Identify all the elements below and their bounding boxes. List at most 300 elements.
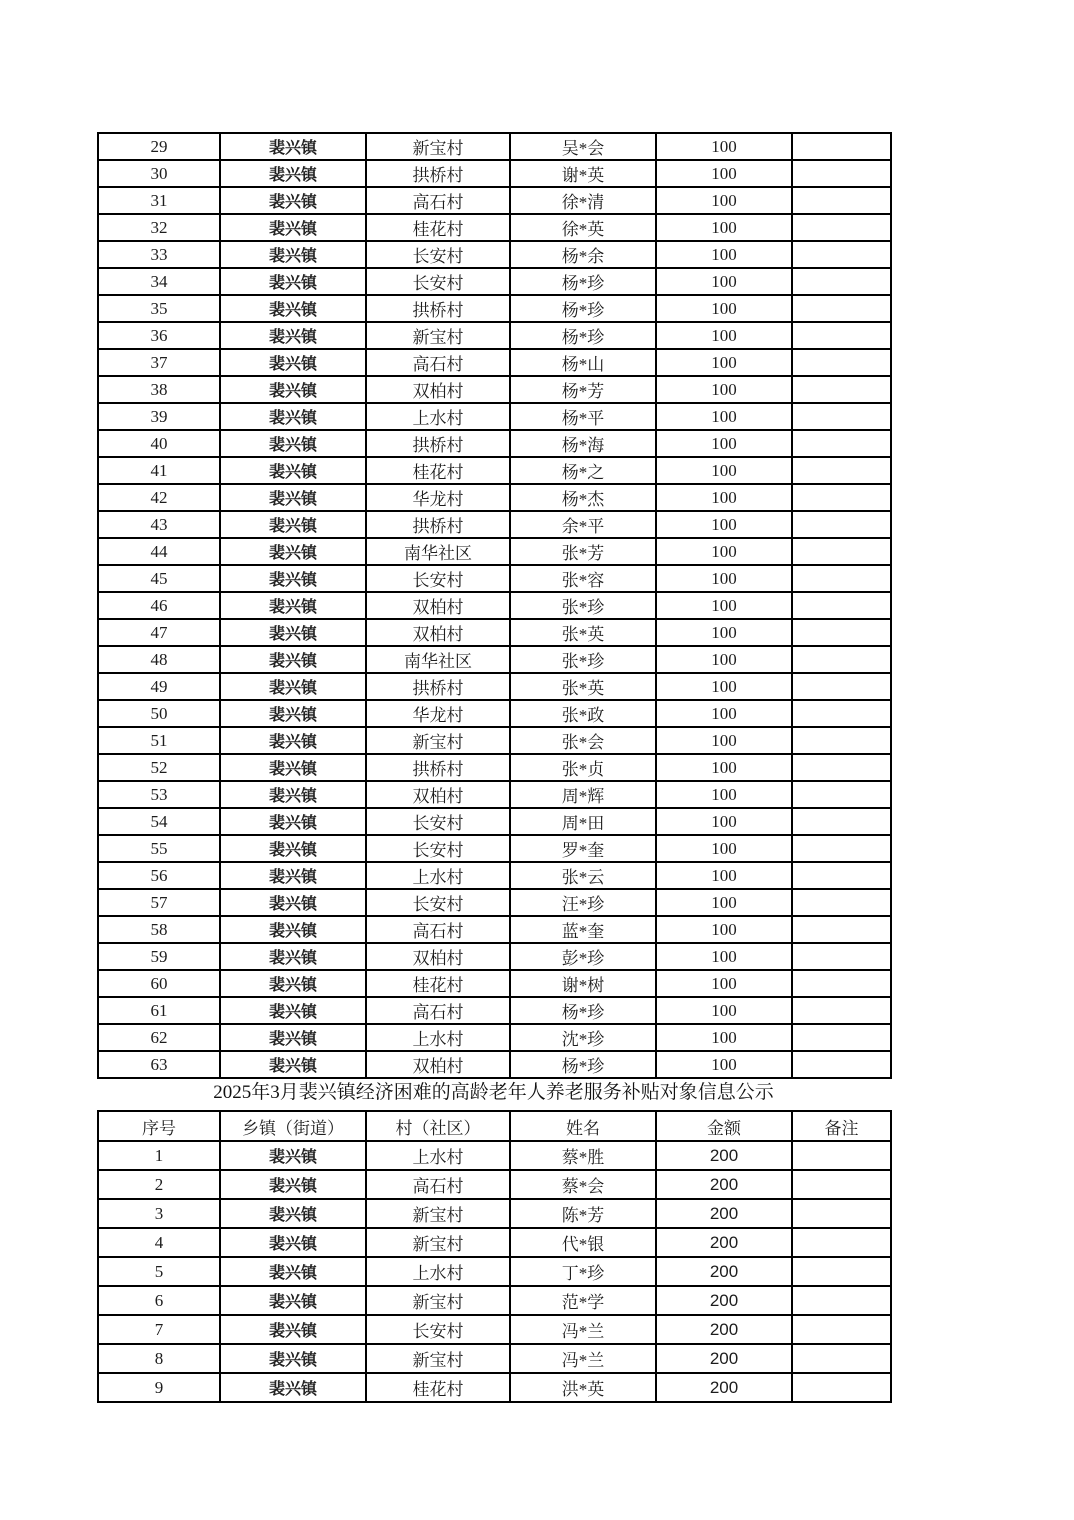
serial-number-cell: 49 — [98, 673, 220, 700]
name-cell: 杨*平 — [510, 403, 656, 430]
table-row — [98, 1170, 891, 1199]
serial-number-cell: 9 — [98, 1373, 220, 1402]
village-cell: 上水村 — [366, 1024, 510, 1051]
township-cell: 裴兴镇 — [220, 943, 366, 970]
serial-number-cell: 53 — [98, 781, 220, 808]
name-cell: 杨*珍 — [510, 997, 656, 1024]
amount-cell: 200 — [656, 1344, 792, 1373]
name-cell: 蓝*奎 — [510, 916, 656, 943]
remark-cell — [792, 781, 891, 808]
village-cell: 桂花村 — [366, 457, 510, 484]
remark-cell — [792, 1170, 891, 1199]
remark-cell — [792, 214, 891, 241]
table-row — [98, 1024, 891, 1051]
serial-number-cell: 50 — [98, 700, 220, 727]
amount-cell: 100 — [656, 511, 792, 538]
table-row — [98, 349, 891, 376]
village-cell: 双柏村 — [366, 619, 510, 646]
serial-number-cell: 58 — [98, 916, 220, 943]
name-cell: 蔡*胜 — [510, 1141, 656, 1170]
name-cell: 洪*英 — [510, 1373, 656, 1402]
remark-cell — [792, 1315, 891, 1344]
remark-cell — [792, 619, 891, 646]
remark-cell — [792, 511, 891, 538]
village-header: 村（社区） — [366, 1111, 510, 1141]
amount-cell: 100 — [656, 160, 792, 187]
township-cell: 裴兴镇 — [220, 160, 366, 187]
amount-cell: 100 — [656, 403, 792, 430]
township-cell: 裴兴镇 — [220, 1344, 366, 1373]
table-row — [98, 160, 891, 187]
village-cell: 桂花村 — [366, 1373, 510, 1402]
name-cell: 徐*英 — [510, 214, 656, 241]
subsidy-table-continued — [97, 132, 892, 1079]
village-cell: 拱桥村 — [366, 160, 510, 187]
township-cell: 裴兴镇 — [220, 619, 366, 646]
remark-header: 备注 — [792, 1111, 891, 1141]
amount-cell: 100 — [656, 835, 792, 862]
serial-number-cell: 46 — [98, 592, 220, 619]
township-cell: 裴兴镇 — [220, 1315, 366, 1344]
amount-cell: 100 — [656, 133, 792, 160]
township-cell: 裴兴镇 — [220, 241, 366, 268]
amount-cell: 100 — [656, 349, 792, 376]
township-cell: 裴兴镇 — [220, 646, 366, 673]
township-cell: 裴兴镇 — [220, 403, 366, 430]
village-cell: 上水村 — [366, 1141, 510, 1170]
remark-cell — [792, 484, 891, 511]
serial-number-cell: 44 — [98, 538, 220, 565]
amount-cell: 100 — [656, 700, 792, 727]
township-cell: 裴兴镇 — [220, 484, 366, 511]
name-cell: 杨*杰 — [510, 484, 656, 511]
table-row — [98, 835, 891, 862]
village-cell: 高石村 — [366, 997, 510, 1024]
name-cell: 张*珍 — [510, 646, 656, 673]
township-cell: 裴兴镇 — [220, 430, 366, 457]
name-cell: 丁*珍 — [510, 1257, 656, 1286]
township-cell: 裴兴镇 — [220, 214, 366, 241]
page-title: 2025年3月裴兴镇经济困难的高龄老年人养老服务补贴对象信息公示 — [213, 1082, 774, 1103]
table-row — [98, 214, 891, 241]
remark-cell — [792, 754, 891, 781]
village-cell: 长安村 — [366, 241, 510, 268]
table-row — [98, 268, 891, 295]
table-row — [98, 1373, 891, 1402]
remark-cell — [792, 673, 891, 700]
serial-number-cell: 4 — [98, 1228, 220, 1257]
serial-number-cell: 39 — [98, 403, 220, 430]
village-cell: 长安村 — [366, 835, 510, 862]
remark-cell — [792, 889, 891, 916]
name-cell: 张*芳 — [510, 538, 656, 565]
serial-number-cell: 7 — [98, 1315, 220, 1344]
serial-number-cell: 40 — [98, 430, 220, 457]
amount-cell: 200 — [656, 1228, 792, 1257]
remark-cell — [792, 700, 891, 727]
subsidy-table-march-body — [98, 1141, 891, 1402]
village-cell: 拱桥村 — [366, 295, 510, 322]
village-cell: 新宝村 — [366, 727, 510, 754]
serial-number-cell: 47 — [98, 619, 220, 646]
amount-cell: 100 — [656, 214, 792, 241]
township-cell: 裴兴镇 — [220, 673, 366, 700]
table-row — [98, 457, 891, 484]
table-row — [98, 727, 891, 754]
name-cell: 杨*珍 — [510, 295, 656, 322]
village-cell: 双柏村 — [366, 592, 510, 619]
table-row — [98, 970, 891, 997]
table-row — [98, 619, 891, 646]
table-row — [98, 1257, 891, 1286]
township-cell: 裴兴镇 — [220, 1286, 366, 1315]
name-cell: 张*英 — [510, 619, 656, 646]
township-cell: 裴兴镇 — [220, 349, 366, 376]
village-cell: 新宝村 — [366, 1228, 510, 1257]
township-cell: 裴兴镇 — [220, 727, 366, 754]
village-cell: 新宝村 — [366, 133, 510, 160]
table-row — [98, 187, 891, 214]
serial-number-cell: 5 — [98, 1257, 220, 1286]
township-cell: 裴兴镇 — [220, 1141, 366, 1170]
amount-cell: 100 — [656, 565, 792, 592]
name-cell: 吴*会 — [510, 133, 656, 160]
village-cell: 南华社区 — [366, 646, 510, 673]
township-cell: 裴兴镇 — [220, 970, 366, 997]
serial-number-cell: 38 — [98, 376, 220, 403]
township-cell: 裴兴镇 — [220, 1228, 366, 1257]
serial-number-cell: 42 — [98, 484, 220, 511]
village-cell: 上水村 — [366, 1257, 510, 1286]
amount-cell: 100 — [656, 484, 792, 511]
remark-cell — [792, 241, 891, 268]
table-row — [98, 322, 891, 349]
village-cell: 桂花村 — [366, 214, 510, 241]
remark-cell — [792, 538, 891, 565]
village-cell: 长安村 — [366, 565, 510, 592]
name-cell: 代*银 — [510, 1228, 656, 1257]
name-cell: 蔡*会 — [510, 1170, 656, 1199]
village-cell: 新宝村 — [366, 1286, 510, 1315]
amount-cell: 200 — [656, 1257, 792, 1286]
township-cell: 裴兴镇 — [220, 700, 366, 727]
amount-cell: 100 — [656, 808, 792, 835]
table-row — [98, 484, 891, 511]
remark-cell — [792, 1199, 891, 1228]
village-cell: 拱桥村 — [366, 754, 510, 781]
table-row — [98, 538, 891, 565]
village-cell: 华龙村 — [366, 700, 510, 727]
remark-cell — [792, 592, 891, 619]
serial-number-cell: 63 — [98, 1051, 220, 1078]
village-cell: 华龙村 — [366, 484, 510, 511]
name-cell: 杨*余 — [510, 241, 656, 268]
serial-number-cell: 51 — [98, 727, 220, 754]
township-cell: 裴兴镇 — [220, 1257, 366, 1286]
remark-cell — [792, 835, 891, 862]
remark-cell — [792, 970, 891, 997]
township-cell: 裴兴镇 — [220, 1024, 366, 1051]
remark-cell — [792, 187, 891, 214]
village-cell: 双柏村 — [366, 781, 510, 808]
village-cell: 新宝村 — [366, 1199, 510, 1228]
remark-cell — [792, 943, 891, 970]
remark-cell — [792, 916, 891, 943]
amount-cell: 100 — [656, 970, 792, 997]
name-cell: 杨*海 — [510, 430, 656, 457]
remark-cell — [792, 727, 891, 754]
name-cell: 彭*珍 — [510, 943, 656, 970]
township-cell: 裴兴镇 — [220, 133, 366, 160]
amount-cell: 100 — [656, 727, 792, 754]
table-row — [98, 1315, 891, 1344]
name-cell: 谢*树 — [510, 970, 656, 997]
table-row — [98, 781, 891, 808]
township-cell: 裴兴镇 — [220, 916, 366, 943]
serial-number-cell: 29 — [98, 133, 220, 160]
remark-cell — [792, 1228, 891, 1257]
name-cell: 杨*之 — [510, 457, 656, 484]
serial-number-cell: 54 — [98, 808, 220, 835]
amount-cell: 100 — [656, 457, 792, 484]
name-cell: 陈*芳 — [510, 1199, 656, 1228]
remark-cell — [792, 862, 891, 889]
table-row — [98, 673, 891, 700]
remark-cell — [792, 1024, 891, 1051]
remark-cell — [792, 1344, 891, 1373]
township-cell: 裴兴镇 — [220, 295, 366, 322]
table-row — [98, 808, 891, 835]
name-cell: 张*云 — [510, 862, 656, 889]
name-cell: 张*英 — [510, 673, 656, 700]
name-cell: 范*学 — [510, 1286, 656, 1315]
remark-cell — [792, 1051, 891, 1078]
table-row — [98, 295, 891, 322]
village-cell: 双柏村 — [366, 943, 510, 970]
village-cell: 桂花村 — [366, 970, 510, 997]
name-cell: 余*平 — [510, 511, 656, 538]
amount-cell: 100 — [656, 187, 792, 214]
amount-cell: 100 — [656, 268, 792, 295]
name-cell: 沈*珍 — [510, 1024, 656, 1051]
serial-number-cell: 31 — [98, 187, 220, 214]
serial-number-cell: 30 — [98, 160, 220, 187]
village-cell: 双柏村 — [366, 1051, 510, 1078]
amount-cell: 200 — [656, 1373, 792, 1402]
table-row — [98, 1344, 891, 1373]
serial-number-cell: 52 — [98, 754, 220, 781]
remark-cell — [792, 1286, 891, 1315]
serial-number-header: 序号 — [98, 1111, 220, 1141]
amount-cell: 100 — [656, 592, 792, 619]
amount-cell: 100 — [656, 943, 792, 970]
township-cell: 裴兴镇 — [220, 1170, 366, 1199]
remark-cell — [792, 349, 891, 376]
amount-cell: 100 — [656, 376, 792, 403]
township-cell: 裴兴镇 — [220, 592, 366, 619]
name-cell: 冯*兰 — [510, 1344, 656, 1373]
township-cell: 裴兴镇 — [220, 322, 366, 349]
township-cell: 裴兴镇 — [220, 268, 366, 295]
remark-cell — [792, 133, 891, 160]
table-row — [98, 403, 891, 430]
name-cell: 周*田 — [510, 808, 656, 835]
village-cell: 拱桥村 — [366, 430, 510, 457]
name-cell: 谢*英 — [510, 160, 656, 187]
amount-cell: 100 — [656, 1024, 792, 1051]
table-row — [98, 1199, 891, 1228]
township-cell: 裴兴镇 — [220, 187, 366, 214]
serial-number-cell: 43 — [98, 511, 220, 538]
remark-cell — [792, 997, 891, 1024]
name-cell: 张*贞 — [510, 754, 656, 781]
remark-cell — [792, 295, 891, 322]
village-cell: 高石村 — [366, 349, 510, 376]
amount-cell: 100 — [656, 619, 792, 646]
amount-cell: 200 — [656, 1199, 792, 1228]
amount-cell: 100 — [656, 673, 792, 700]
table-row — [98, 376, 891, 403]
table-row — [98, 1228, 891, 1257]
amount-cell: 200 — [656, 1315, 792, 1344]
village-cell: 长安村 — [366, 1315, 510, 1344]
serial-number-cell: 56 — [98, 862, 220, 889]
amount-cell: 100 — [656, 916, 792, 943]
table-row — [98, 1286, 891, 1315]
township-cell: 裴兴镇 — [220, 1373, 366, 1402]
township-cell: 裴兴镇 — [220, 781, 366, 808]
table-row — [98, 592, 891, 619]
remark-cell — [792, 646, 891, 673]
table-row — [98, 943, 891, 970]
serial-number-cell: 8 — [98, 1344, 220, 1373]
township-header: 乡镇（街道） — [220, 1111, 366, 1141]
township-cell: 裴兴镇 — [220, 808, 366, 835]
village-cell: 长安村 — [366, 889, 510, 916]
amount-cell: 100 — [656, 430, 792, 457]
township-cell: 裴兴镇 — [220, 862, 366, 889]
remark-cell — [792, 1257, 891, 1286]
amount-cell: 200 — [656, 1286, 792, 1315]
amount-cell: 100 — [656, 538, 792, 565]
serial-number-cell: 37 — [98, 349, 220, 376]
amount-cell: 100 — [656, 646, 792, 673]
table-row — [98, 916, 891, 943]
remark-cell — [792, 376, 891, 403]
remark-cell — [792, 1373, 891, 1402]
township-cell: 裴兴镇 — [220, 565, 366, 592]
remark-cell — [792, 160, 891, 187]
township-cell: 裴兴镇 — [220, 754, 366, 781]
village-cell: 高石村 — [366, 1170, 510, 1199]
table-row — [98, 1141, 891, 1170]
amount-cell: 100 — [656, 754, 792, 781]
remark-cell — [792, 403, 891, 430]
village-cell: 长安村 — [366, 808, 510, 835]
table-row — [98, 646, 891, 673]
township-cell: 裴兴镇 — [220, 1051, 366, 1078]
serial-number-cell: 48 — [98, 646, 220, 673]
amount-cell: 100 — [656, 889, 792, 916]
serial-number-cell: 32 — [98, 214, 220, 241]
serial-number-cell: 55 — [98, 835, 220, 862]
amount-cell: 200 — [656, 1141, 792, 1170]
name-cell: 周*辉 — [510, 781, 656, 808]
amount-cell: 100 — [656, 1051, 792, 1078]
village-cell: 高石村 — [366, 187, 510, 214]
village-cell: 拱桥村 — [366, 511, 510, 538]
township-cell: 裴兴镇 — [220, 457, 366, 484]
remark-cell — [792, 457, 891, 484]
serial-number-cell: 33 — [98, 241, 220, 268]
serial-number-cell: 61 — [98, 997, 220, 1024]
serial-number-cell: 60 — [98, 970, 220, 997]
village-cell: 上水村 — [366, 403, 510, 430]
serial-number-cell: 41 — [98, 457, 220, 484]
name-cell: 杨*珍 — [510, 268, 656, 295]
amount-header: 金额 — [656, 1111, 792, 1141]
table-row — [98, 133, 891, 160]
table-row — [98, 997, 891, 1024]
township-cell: 裴兴镇 — [220, 538, 366, 565]
serial-number-cell: 1 — [98, 1141, 220, 1170]
serial-number-cell: 35 — [98, 295, 220, 322]
name-cell: 张*容 — [510, 565, 656, 592]
serial-number-cell: 59 — [98, 943, 220, 970]
remark-cell — [792, 1141, 891, 1170]
table-row — [98, 430, 891, 457]
name-cell: 冯*兰 — [510, 1315, 656, 1344]
township-cell: 裴兴镇 — [220, 511, 366, 538]
name-cell: 汪*珍 — [510, 889, 656, 916]
village-cell: 拱桥村 — [366, 673, 510, 700]
amount-cell: 100 — [656, 322, 792, 349]
remark-cell — [792, 430, 891, 457]
name-cell: 杨*山 — [510, 349, 656, 376]
amount-cell: 100 — [656, 295, 792, 322]
village-cell: 长安村 — [366, 268, 510, 295]
subsidy-table-continued-body — [98, 133, 891, 1078]
remark-cell — [792, 268, 891, 295]
table-row — [98, 1051, 891, 1078]
remark-cell — [792, 322, 891, 349]
table-row — [98, 700, 891, 727]
village-cell: 新宝村 — [366, 322, 510, 349]
serial-number-cell: 6 — [98, 1286, 220, 1315]
village-cell: 双柏村 — [366, 376, 510, 403]
name-cell: 罗*奎 — [510, 835, 656, 862]
table-row — [98, 889, 891, 916]
amount-cell: 100 — [656, 781, 792, 808]
township-cell: 裴兴镇 — [220, 1199, 366, 1228]
serial-number-cell: 2 — [98, 1170, 220, 1199]
name-cell: 杨*芳 — [510, 376, 656, 403]
table-row — [98, 754, 891, 781]
village-cell: 高石村 — [366, 916, 510, 943]
name-cell: 张*珍 — [510, 592, 656, 619]
subsidy-table-march — [97, 1110, 892, 1403]
serial-number-cell: 57 — [98, 889, 220, 916]
name-header: 姓名 — [510, 1111, 656, 1141]
village-cell: 南华社区 — [366, 538, 510, 565]
amount-cell: 100 — [656, 997, 792, 1024]
township-cell: 裴兴镇 — [220, 889, 366, 916]
name-cell: 张*政 — [510, 700, 656, 727]
name-cell: 杨*珍 — [510, 322, 656, 349]
header-row — [98, 1111, 891, 1141]
township-cell: 裴兴镇 — [220, 376, 366, 403]
serial-number-cell: 45 — [98, 565, 220, 592]
